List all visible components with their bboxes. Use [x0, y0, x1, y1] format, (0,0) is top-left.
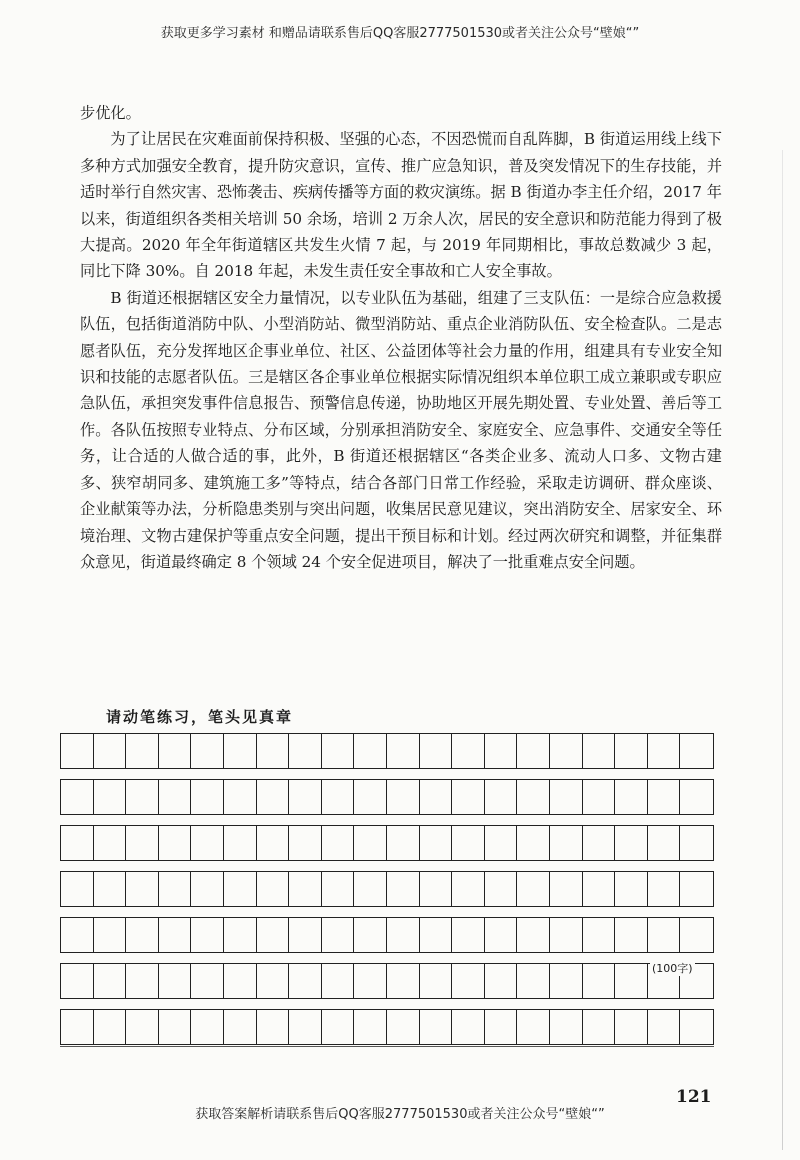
- grid-cell[interactable]: [94, 918, 127, 952]
- grid-cell[interactable]: [322, 918, 355, 952]
- grid-cell[interactable]: [452, 918, 485, 952]
- grid-row: [60, 733, 714, 769]
- grid-cell[interactable]: [485, 918, 518, 952]
- grid-cell[interactable]: [452, 1010, 485, 1044]
- grid-cell[interactable]: [257, 826, 290, 860]
- grid-cell[interactable]: [583, 780, 616, 814]
- grid-cell[interactable]: [159, 1010, 192, 1044]
- grid-cell[interactable]: [224, 734, 257, 768]
- grid-cell[interactable]: [680, 1010, 713, 1044]
- grid-cell[interactable]: [485, 964, 518, 998]
- grid-cell[interactable]: [191, 734, 224, 768]
- grid-cell[interactable]: [224, 1010, 257, 1044]
- grid-cell[interactable]: [615, 734, 648, 768]
- grid-cell[interactable]: [322, 964, 355, 998]
- grid-cell[interactable]: [517, 964, 550, 998]
- grid-cell[interactable]: [61, 826, 94, 860]
- grid-cell[interactable]: [94, 964, 127, 998]
- grid-cell[interactable]: [387, 964, 420, 998]
- grid-cell[interactable]: [452, 964, 485, 998]
- paragraph-safety-education: 为了让居民在灾难面前保持积极、坚强的心态，不因恐慌而自乱阵脚，B 街道运用线上线下多种方式加强安全教育，提升防灾意识，宣传、推广应急知识，普及突发情况下的生存技能，并适时举行自然灾害、恐怖袭击、疾病传播等方面的救灾演练。据 B 街道办李主任介绍，2017 年以来，街道组织各类相关培训 50 余场，培训 2 万余人次，居民的安全意识和防范能力得到了极大提高。2020 年全年街道辖区共发生火情 7 起，与 2019 年同期相比，事故总数减少 3 起，同比下降 30%。自 2018 年起，未发生责任安全事故和亡人安全事故。: [80, 130, 722, 281]
- grid-cell[interactable]: [680, 872, 713, 906]
- grid-cell[interactable]: [354, 826, 387, 860]
- grid-cell[interactable]: [191, 964, 224, 998]
- grid-cell[interactable]: [61, 964, 94, 998]
- grid-cell[interactable]: [354, 964, 387, 998]
- grid-cell[interactable]: [257, 780, 290, 814]
- grid-cell[interactable]: [420, 780, 453, 814]
- grid-cell[interactable]: [191, 826, 224, 860]
- bottom-rule: [60, 1046, 714, 1047]
- grid-cell[interactable]: [550, 1010, 583, 1044]
- grid-cell[interactable]: [648, 1010, 681, 1044]
- grid-cell[interactable]: [615, 780, 648, 814]
- grid-cell[interactable]: [583, 826, 616, 860]
- grid-cell[interactable]: [485, 826, 518, 860]
- grid-cell[interactable]: [485, 872, 518, 906]
- grid-cell[interactable]: [615, 872, 648, 906]
- grid-row: [60, 917, 714, 953]
- grid-cell[interactable]: [61, 780, 94, 814]
- grid-cell[interactable]: [94, 734, 127, 768]
- grid-cell[interactable]: [94, 872, 127, 906]
- grid-cell[interactable]: [61, 918, 94, 952]
- grid-cell[interactable]: [322, 826, 355, 860]
- grid-cell[interactable]: [420, 964, 453, 998]
- grid-cell[interactable]: [61, 872, 94, 906]
- grid-cell[interactable]: [257, 964, 290, 998]
- writing-grid[interactable]: [60, 733, 714, 1055]
- practice-prompt: 请动笔练习，笔头见真章: [106, 708, 294, 726]
- grid-cell[interactable]: [648, 826, 681, 860]
- grid-cell[interactable]: [126, 780, 159, 814]
- grid-cell[interactable]: [648, 734, 681, 768]
- grid-cell[interactable]: [126, 734, 159, 768]
- grid-cell[interactable]: [191, 780, 224, 814]
- grid-row: [60, 779, 714, 815]
- grid-cell[interactable]: [615, 918, 648, 952]
- grid-cell[interactable]: [322, 872, 355, 906]
- grid-cell[interactable]: [159, 918, 192, 952]
- grid-cell[interactable]: [387, 826, 420, 860]
- grid-cell[interactable]: [94, 1010, 127, 1044]
- grid-cell[interactable]: [452, 872, 485, 906]
- grid-cell[interactable]: [420, 734, 453, 768]
- grid-cell[interactable]: [550, 918, 583, 952]
- grid-cell[interactable]: [354, 1010, 387, 1044]
- grid-cell[interactable]: [420, 826, 453, 860]
- grid-cell[interactable]: [354, 780, 387, 814]
- body-text: [80, 100, 722, 575]
- grid-cell[interactable]: [583, 918, 616, 952]
- grid-cell[interactable]: [159, 826, 192, 860]
- grid-cell[interactable]: [387, 1010, 420, 1044]
- grid-cell[interactable]: [322, 1010, 355, 1044]
- grid-cell[interactable]: [289, 734, 322, 768]
- grid-cell[interactable]: [648, 918, 681, 952]
- grid-cell[interactable]: [126, 964, 159, 998]
- grid-cell[interactable]: [191, 872, 224, 906]
- paragraph-continuation: 步优化。: [80, 104, 141, 122]
- grid-cell[interactable]: [452, 780, 485, 814]
- grid-cell[interactable]: [354, 734, 387, 768]
- grid-cell[interactable]: [322, 780, 355, 814]
- grid-cell[interactable]: [583, 1010, 616, 1044]
- grid-cell[interactable]: [648, 872, 681, 906]
- grid-cell[interactable]: [583, 734, 616, 768]
- grid-cell[interactable]: [387, 780, 420, 814]
- grid-cell[interactable]: [550, 734, 583, 768]
- grid-cell[interactable]: [615, 964, 648, 998]
- grid-cell[interactable]: [126, 826, 159, 860]
- grid-row: [60, 871, 714, 907]
- grid-cell[interactable]: [289, 1010, 322, 1044]
- grid-cell[interactable]: [257, 734, 290, 768]
- grid-cell[interactable]: [289, 872, 322, 906]
- grid-cell[interactable]: [126, 872, 159, 906]
- grid-row: [60, 825, 714, 861]
- grid-cell[interactable]: [680, 780, 713, 814]
- grid-cell[interactable]: [224, 826, 257, 860]
- grid-cell[interactable]: [485, 780, 518, 814]
- grid-cell[interactable]: [517, 734, 550, 768]
- grid-cell[interactable]: [615, 1010, 648, 1044]
- grid-cell[interactable]: [61, 734, 94, 768]
- grid-cell[interactable]: [583, 964, 616, 998]
- grid-cell[interactable]: [94, 826, 127, 860]
- grid-cell[interactable]: [289, 780, 322, 814]
- grid-cell[interactable]: [322, 734, 355, 768]
- grid-cell[interactable]: [517, 918, 550, 952]
- header-notice: 获取更多学习素材 和赠品请联系售后QQ客服2777501530或者关注公众号“壁娘“”: [160, 26, 640, 41]
- grid-cell[interactable]: [550, 826, 583, 860]
- grid-cell[interactable]: [126, 918, 159, 952]
- grid-cell[interactable]: [126, 1010, 159, 1044]
- grid-cell[interactable]: [517, 1010, 550, 1044]
- word-count-label: (100字): [652, 962, 693, 975]
- grid-cell[interactable]: [550, 964, 583, 998]
- grid-cell[interactable]: [289, 964, 322, 998]
- grid-cell[interactable]: [354, 918, 387, 952]
- grid-cell[interactable]: [420, 918, 453, 952]
- page-number: 121: [676, 1087, 712, 1107]
- grid-cell[interactable]: [354, 872, 387, 906]
- grid-row: [60, 1009, 714, 1045]
- grid-cell[interactable]: [550, 780, 583, 814]
- grid-cell[interactable]: [224, 918, 257, 952]
- grid-cell[interactable]: [550, 872, 583, 906]
- grid-cell[interactable]: [257, 918, 290, 952]
- grid-cell[interactable]: [159, 734, 192, 768]
- grid-cell[interactable]: [420, 872, 453, 906]
- grid-cell[interactable]: [485, 1010, 518, 1044]
- grid-cell[interactable]: [517, 826, 550, 860]
- grid-cell[interactable]: [159, 872, 192, 906]
- grid-cell[interactable]: [159, 964, 192, 998]
- grid-cell[interactable]: [257, 1010, 290, 1044]
- grid-cell[interactable]: [224, 780, 257, 814]
- grid-cell[interactable]: [680, 826, 713, 860]
- grid-cell[interactable]: [485, 734, 518, 768]
- grid-cell[interactable]: [517, 872, 550, 906]
- grid-cell[interactable]: [680, 734, 713, 768]
- grid-cell[interactable]: [517, 780, 550, 814]
- grid-cell[interactable]: [289, 826, 322, 860]
- grid-cell[interactable]: [224, 964, 257, 998]
- grid-cell[interactable]: [387, 918, 420, 952]
- grid-cell[interactable]: [648, 780, 681, 814]
- grid-cell[interactable]: [191, 918, 224, 952]
- grid-cell[interactable]: [387, 872, 420, 906]
- grid-row: [60, 963, 714, 999]
- grid-cell[interactable]: [680, 918, 713, 952]
- grid-cell[interactable]: [452, 826, 485, 860]
- grid-cell[interactable]: [61, 1010, 94, 1044]
- grid-cell[interactable]: [191, 1010, 224, 1044]
- paragraph-three-teams: B 街道还根据辖区安全力量情况，以专业队伍为基础，组建了三支队伍：一是综合应急救援队伍，包括街道消防中队、小型消防站、微型消防站、重点企业消防队伍、安全检查队。二是志愿者队伍，充分发挥地区企事业单位、社区、公益团体等社会力量的作用，组建具有专业安全知识和技能的志愿者队伍。三是辖区各企事业单位根据实际情况组织本单位职工成立兼职或专职应急队伍，承担突发事件信息报告、预警信息传递，协助地区开展先期处置、专业处置、善后等工作。各队伍按照专业特点、分布区域，分别承担消防安全、家庭安全、应急事件、交通安全等任务，让合适的人做合适的事，此外，B 街道还根据辖区“各类企业多、流动人口多、文物古建多、狭窄胡同多、建筑施工多”等特点，结合各部门日常工作经验，采取走访调研、群众座谈、企业献策等办法，分析隐患类别与突出问题，收集居民意见建议，突出消防安全、居家安全、环境治理、文物古建保护等重点安全问题，提出干预目标和计划。经过两次研究和调整，并征集群众意见，街道最终确定 8 个领域 24 个安全促进项目，解决了一批重难点安全问题。: [80, 288, 722, 571]
- grid-cell[interactable]: [420, 1010, 453, 1044]
- footer-notice: 获取答案解析请联系售后QQ客服2777501530或者关注公众号“壁娘“”: [195, 1107, 605, 1122]
- grid-cell[interactable]: [257, 872, 290, 906]
- grid-cell[interactable]: [583, 872, 616, 906]
- grid-cell[interactable]: [94, 780, 127, 814]
- page-edge: [782, 150, 783, 1150]
- grid-cell[interactable]: [452, 734, 485, 768]
- grid-cell[interactable]: [387, 734, 420, 768]
- grid-cell[interactable]: [224, 872, 257, 906]
- grid-cell[interactable]: [615, 826, 648, 860]
- grid-cell[interactable]: [159, 780, 192, 814]
- grid-cell[interactable]: [289, 918, 322, 952]
